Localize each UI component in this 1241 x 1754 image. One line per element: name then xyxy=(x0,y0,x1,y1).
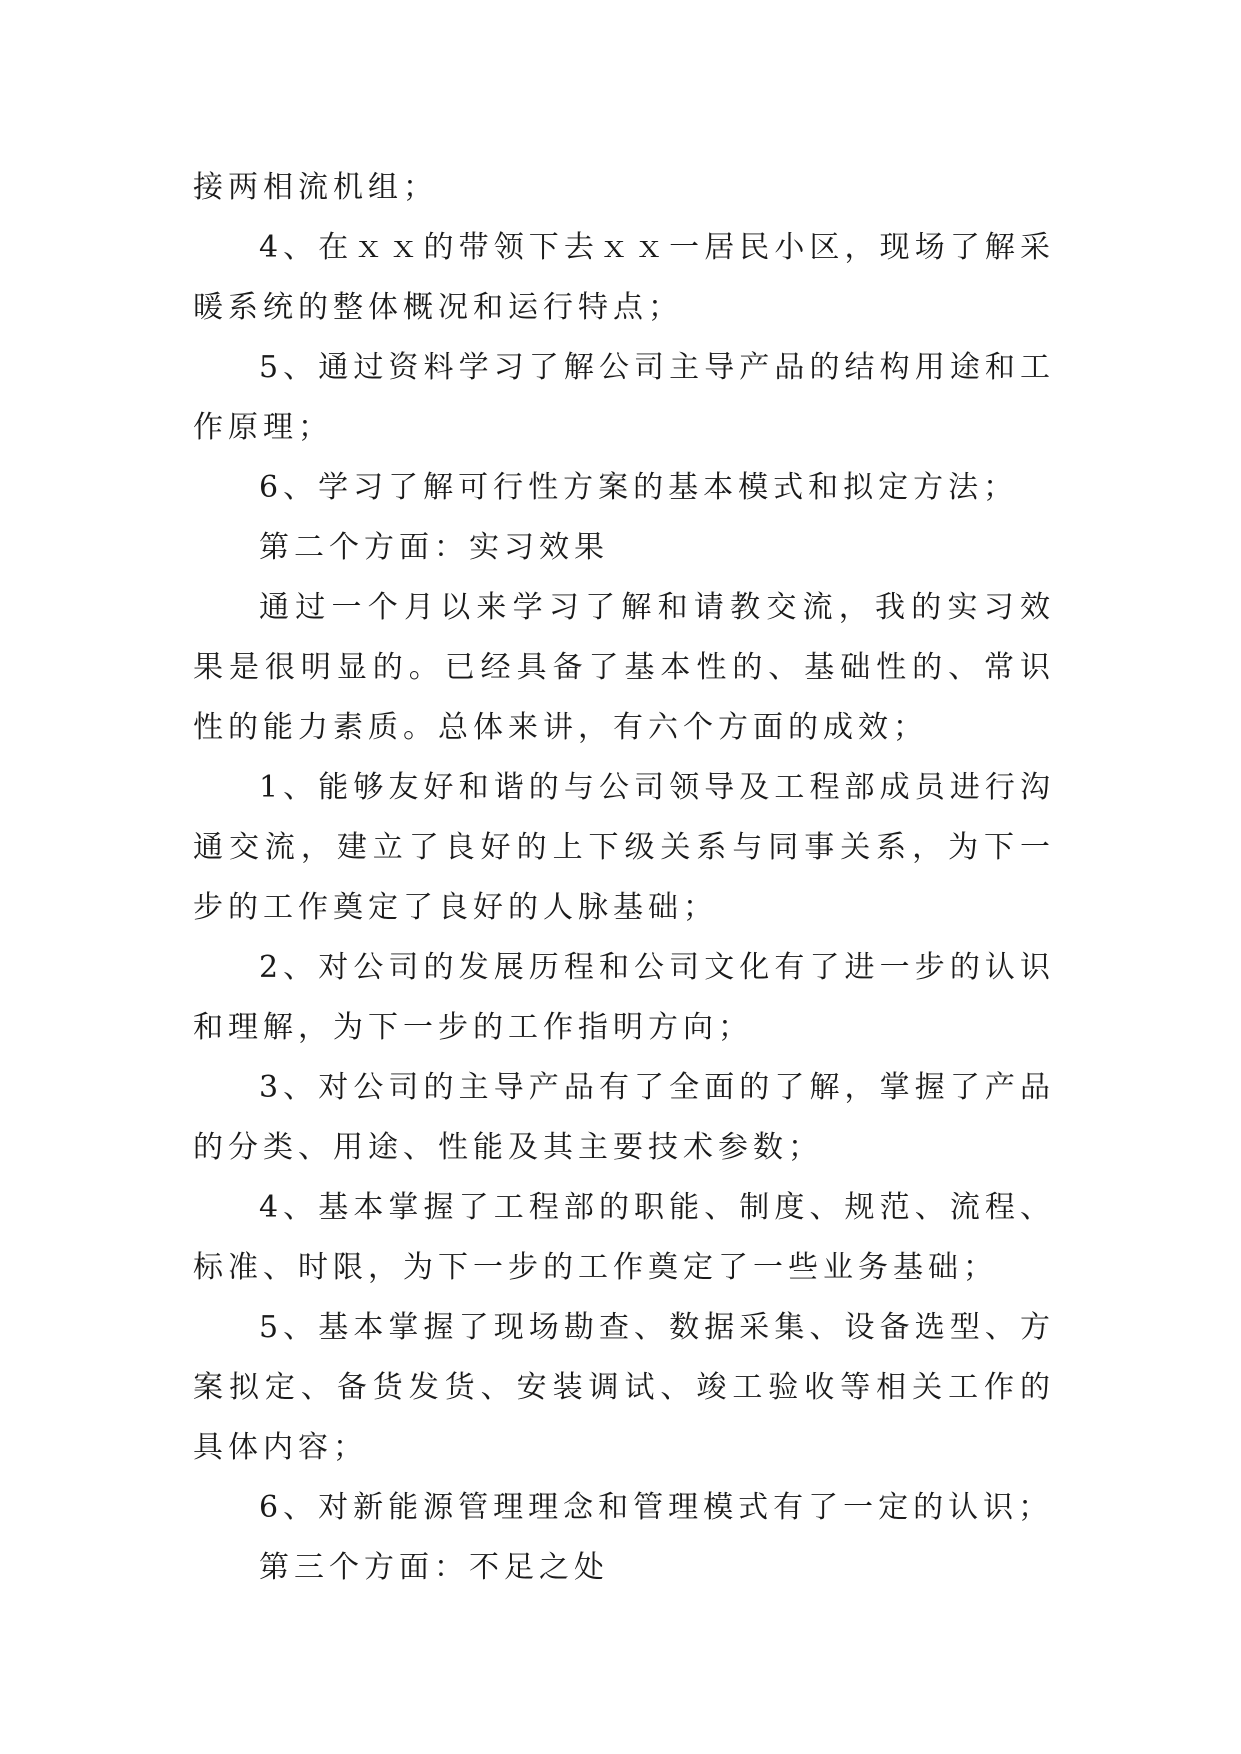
paragraph-results-summary: 通过一个月以来学习了解和请教交流，我的实习效果是很明显的。已经具备了基本性的、基础性的、常识性的能力素质。总体来讲，有六个方面的成效； xyxy=(193,590,1055,745)
document-body xyxy=(193,158,1055,1598)
paragraph-result-5: 5、基本掌握了现场勘查、数据采集、设备选型、方案拟定、备货发货、安装调试、竣工验收等相关工作的具体内容； xyxy=(193,1310,1055,1465)
paragraph-result-4: 4、基本掌握了工程部的职能、制度、规范、流程、标准、时限，为下一步的工作奠定了一些业务基础； xyxy=(193,1190,1055,1285)
section-heading-internship-results: 第二个方面：实习效果 xyxy=(259,530,609,565)
paragraph-item-5-product-study: 5、通过资料学习了解公司主导产品的结构用途和工作原理； xyxy=(193,350,1055,445)
paragraph-item-6-feasibility: 6、学习了解可行性方案的基本模式和拟定方法； xyxy=(259,470,1019,505)
paragraph-continuation: 接两相流机组； xyxy=(193,170,438,205)
paragraph-item-4-site-visit: 4、在ｘｘ的带领下去ｘｘ一居民小区，现场了解采暖系统的整体概况和运行特点； xyxy=(193,230,1055,325)
paragraph-result-6: 6、对新能源管理理念和管理模式有了一定的认识； xyxy=(259,1490,1054,1525)
section-heading-shortcomings: 第三个方面：不足之处 xyxy=(259,1550,609,1585)
paragraph-result-2: 2、对公司的发展历程和公司文化有了进一步的认识和理解，为下一步的工作指明方向； xyxy=(193,950,1055,1045)
paragraph-result-3: 3、对公司的主导产品有了全面的了解，掌握了产品的分类、用途、性能及其主要技术参数； xyxy=(193,1070,1055,1165)
paragraph-result-1: 1、能够友好和谐的与公司领导及工程部成员进行沟通交流，建立了良好的上下级关系与同事关系，为下一步的工作奠定了良好的人脉基础； xyxy=(193,770,1055,925)
